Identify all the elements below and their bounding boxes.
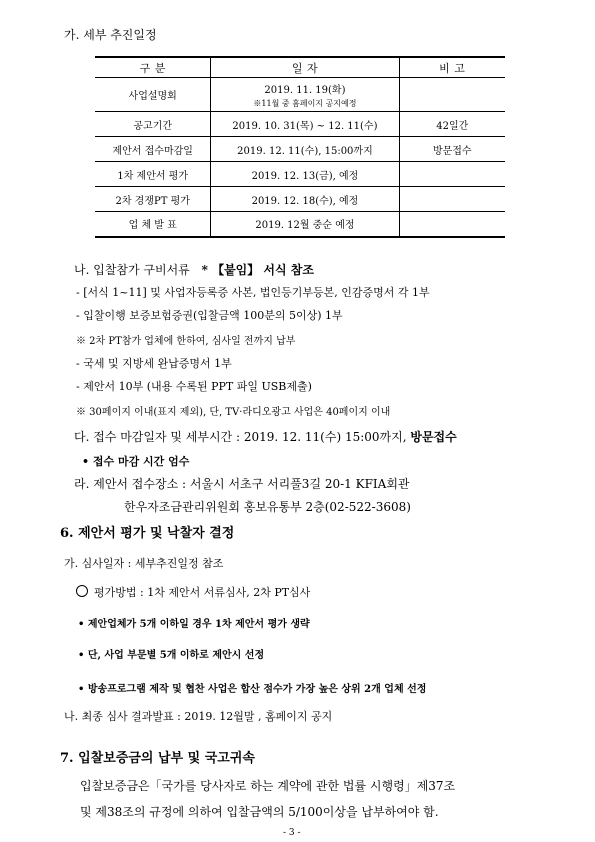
- row-label: 2차 경쟁PT 평가: [95, 187, 211, 212]
- row-date: 2019. 12. 11(수), 15:00까지: [211, 137, 399, 162]
- row-date: 2019. 10. 31(목) ~ 12. 11(수): [211, 112, 399, 137]
- list-item: - 제안서 10부 (내용 수록된 PPT 파일 USB제출): [76, 380, 312, 393]
- list-item: - 국세 및 지방세 완납증명서 1부: [76, 357, 232, 370]
- evaluation-method-text: 평가방법 : 1차 제안서 서류심사, 2차 PT심사: [94, 586, 311, 599]
- table-row: [95, 187, 505, 212]
- row-remark: [399, 212, 505, 237]
- row-remark: [399, 78, 505, 112]
- table-row: [95, 212, 505, 237]
- section-na-title: [74, 261, 314, 278]
- list-item: - [서식 1~11] 및 사업자등록증 사본, 법인등기부등본, 인감증명서 각 1부: [76, 286, 430, 299]
- section6-bullet: • 방송프로그램 제작 및 협찬 사업은 합산 점수가 가장 높은 상위 2개 업체 선정: [78, 684, 427, 695]
- list-item-note: ※ 30페이지 이내(표지 제외), 단, TV·라디오광고 사업은 40페이지 이내: [76, 407, 391, 418]
- circle-bullet-icon: [76, 585, 88, 597]
- table-row: [95, 112, 505, 137]
- section-da-text: 다. 접수 마감일자 및 세부시간 : 2019. 12. 11(수) 15:00까지,: [74, 430, 407, 444]
- section6-title: 6. 제안서 평가 및 낙찰자 결정: [60, 526, 235, 541]
- section7-title: 7. 입찰보증금의 납부 및 국고귀속: [60, 751, 255, 766]
- header-remark: 비 고: [399, 57, 505, 78]
- section-na-title-text: 나. 입찰참가 구비서류: [74, 263, 190, 277]
- row-date-text: 2019. 11. 19(화): [264, 84, 346, 96]
- row-label: 제안서 접수마감일: [95, 137, 211, 162]
- page-number: - 3 -: [283, 828, 301, 838]
- section6-ga: 가. 심사일자 : 세부추진일정 참조: [64, 557, 224, 570]
- section-da: [74, 428, 457, 445]
- row-label: 공고기간: [95, 112, 211, 137]
- row-date: [211, 78, 399, 112]
- header-date: 일 자: [211, 57, 399, 78]
- deadline-bullet: • 접수 마감 시간 엄수: [82, 455, 190, 468]
- evaluation-method: [76, 584, 310, 600]
- schedule-table: [95, 56, 505, 238]
- row-label: 사업설명회: [95, 78, 211, 112]
- row-remark: 방문접수: [399, 137, 505, 162]
- table-row: [95, 162, 505, 187]
- row-remark: [399, 162, 505, 187]
- row-date: 2019. 12월 중순 예정: [211, 212, 399, 237]
- attach-reference: * 【붙임】 서식 참조: [201, 263, 314, 277]
- section6-bullet: • 제안업체가 5개 이하일 경우 1차 제안서 평가 생략: [78, 619, 310, 630]
- section-da-bold: 방문접수: [410, 430, 457, 444]
- row-date: 2019. 12. 13(금), 예정: [211, 162, 399, 187]
- table-header-row: [95, 57, 505, 78]
- header-category: 구 분: [95, 57, 211, 78]
- section7-para-line2: 및 제38조의 규정에 의하여 입찰금액의 5/100이상을 납부하여야 함.: [80, 805, 439, 819]
- section-ga-title: 가. 세부 추진일정: [64, 28, 157, 42]
- section6-bullet: • 단, 사업 부문별 5개 이하로 제안시 선정: [78, 650, 265, 661]
- row-date-note: ※11월 중 홈페이지 공지예정: [253, 98, 357, 108]
- row-date: 2019. 12. 18(수), 예정: [211, 187, 399, 212]
- list-item: - 입찰이행 보증보험증권(입찰금액 100분의 5이상) 1부: [76, 309, 343, 322]
- list-item-note: ※ 2차 PT참가 업체에 한하여, 심사일 전까지 납부: [76, 336, 296, 347]
- section6-na: 나. 최종 심사 결과발표 : 2019. 12월말 , 홈페이지 공지: [64, 710, 333, 723]
- row-label: 업 체 발 표: [95, 212, 211, 237]
- row-label: 1차 제안서 평가: [95, 162, 211, 187]
- table-row: [95, 78, 505, 112]
- section-ra-line2: 한우자조금관리위원회 홍보유통부 2층(02-522-3608): [124, 500, 411, 514]
- section-ra-line1: 라. 제안서 접수장소 : 서울시 서초구 서리풀3길 20-1 KFIA회관: [74, 477, 410, 491]
- row-remark: 42일간: [399, 112, 505, 137]
- table-row: [95, 137, 505, 162]
- row-remark: [399, 187, 505, 212]
- section7-para-line1: 입찰보증금은「국가를 당사자로 하는 계약에 관한 법률 시행령」제37조: [80, 779, 456, 793]
